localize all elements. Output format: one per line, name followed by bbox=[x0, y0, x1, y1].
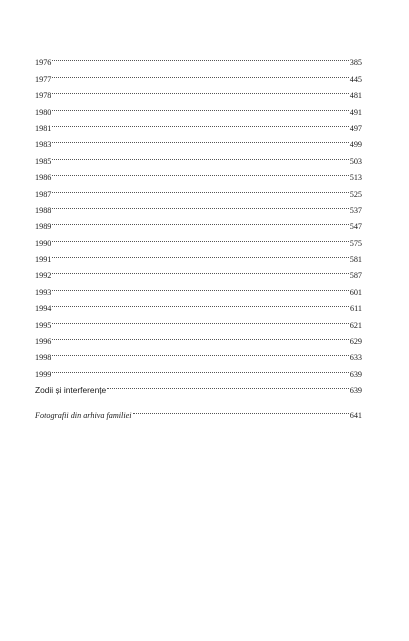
dot-leader bbox=[133, 401, 349, 417]
toc-entry-label: 1993 bbox=[35, 287, 52, 297]
toc-entry-page: 445 bbox=[349, 74, 362, 84]
toc-entry-1989 bbox=[35, 213, 362, 232]
dot-leader bbox=[52, 213, 348, 229]
toc-entry-label: Fotografii din arhiva familiei bbox=[35, 410, 132, 420]
toc-entry-1981 bbox=[35, 115, 362, 131]
toc-entry-1987 bbox=[35, 180, 362, 199]
toc-entry-page: 491 bbox=[349, 107, 362, 117]
toc-entry-page: 581 bbox=[349, 255, 362, 265]
toc-entry-1999 bbox=[35, 360, 362, 379]
toc-entry-1998 bbox=[35, 344, 362, 363]
dot-leader bbox=[52, 295, 349, 311]
toc-entry-1988 bbox=[35, 197, 362, 213]
dot-leader bbox=[52, 229, 348, 245]
dot-leader bbox=[52, 164, 348, 180]
dot-leader bbox=[52, 147, 348, 163]
toc-entry-page: 639 bbox=[349, 386, 362, 396]
dot-leader bbox=[52, 115, 348, 131]
toc-entry-1996 bbox=[35, 328, 362, 347]
toc-entry-page: 497 bbox=[349, 123, 362, 133]
dot-leader bbox=[52, 65, 348, 81]
toc-entry-page: 641 bbox=[349, 410, 362, 420]
toc-entry-1994 bbox=[35, 295, 362, 314]
toc-entry-page: 547 bbox=[349, 222, 362, 232]
toc-entry-page: 537 bbox=[349, 205, 362, 215]
toc-entry-label: 1989 bbox=[35, 222, 52, 232]
toc-entry-page: 621 bbox=[349, 320, 362, 330]
toc-entry-1990 bbox=[35, 229, 362, 248]
dot-leader bbox=[52, 344, 348, 360]
toc-entry-label: Zodii și interferențe bbox=[35, 385, 107, 396]
toc-entry-page: 481 bbox=[349, 91, 362, 101]
toc-entry-label: 1977 bbox=[35, 74, 52, 84]
toc-entry-page: 385 bbox=[349, 58, 362, 68]
toc-entry-label: 1986 bbox=[35, 173, 52, 183]
toc-entry-page: 611 bbox=[350, 304, 362, 314]
dot-leader bbox=[107, 377, 348, 393]
toc-entry-1995 bbox=[35, 311, 362, 330]
toc-entry-1980 bbox=[35, 98, 362, 117]
toc-entry-page: 513 bbox=[349, 173, 362, 183]
toc-entry-page: 639 bbox=[349, 369, 362, 379]
dot-leader bbox=[52, 360, 348, 376]
dot-leader bbox=[52, 49, 348, 65]
toc-entry-1976 bbox=[35, 49, 362, 68]
toc-entry-label: 1983 bbox=[35, 140, 52, 150]
dot-leader bbox=[52, 82, 348, 98]
toc-entry-label: 1996 bbox=[35, 337, 52, 347]
toc-entry-page: 503 bbox=[349, 156, 362, 166]
dot-leader bbox=[52, 311, 348, 327]
dot-leader bbox=[52, 180, 348, 196]
toc-entry-label: 1981 bbox=[35, 123, 52, 133]
toc-entry-1985 bbox=[35, 147, 362, 166]
toc-entry-label: 1998 bbox=[35, 353, 52, 363]
toc-entry-label: 1992 bbox=[35, 271, 52, 281]
toc-entry-1992 bbox=[35, 262, 362, 281]
dot-leader bbox=[52, 131, 348, 147]
dot-leader bbox=[52, 197, 348, 213]
toc-entry-page: 525 bbox=[349, 189, 362, 199]
toc-entry-1983 bbox=[35, 131, 362, 150]
toc-entry-1993 bbox=[35, 278, 362, 297]
toc-entry-page: 499 bbox=[349, 140, 362, 150]
toc-entry-label: 1995 bbox=[35, 320, 52, 330]
toc-entry-label: 1987 bbox=[35, 189, 52, 199]
toc-entry-1978 bbox=[35, 82, 362, 101]
toc-entry-page: 587 bbox=[349, 271, 362, 281]
dot-leader bbox=[52, 262, 348, 278]
toc-entry-1977 bbox=[35, 65, 362, 84]
toc-entry-label: 1990 bbox=[35, 238, 52, 248]
toc-entry-page: 601 bbox=[349, 287, 362, 297]
dot-leader bbox=[52, 328, 348, 344]
toc-entry-label: 1991 bbox=[35, 255, 52, 265]
toc-entry-label: 1980 bbox=[35, 107, 52, 117]
toc-entry-label: 1978 bbox=[35, 91, 52, 101]
toc-entry-page: 629 bbox=[349, 337, 362, 347]
toc-entry-1991 bbox=[35, 246, 362, 265]
dot-leader bbox=[52, 246, 348, 262]
toc-entry-page: 575 bbox=[349, 238, 362, 248]
toc-entry-label: 1988 bbox=[35, 205, 52, 215]
toc-entry-1986 bbox=[35, 164, 362, 183]
table-of-contents bbox=[35, 49, 362, 418]
toc-entry-label: 1994 bbox=[35, 304, 52, 314]
toc-entry-photos bbox=[35, 401, 362, 420]
toc-entry-page: 633 bbox=[349, 353, 362, 363]
toc-entry-zodii bbox=[35, 377, 362, 396]
toc-entry-label: 1999 bbox=[35, 369, 52, 379]
toc-entry-label: 1976 bbox=[35, 58, 52, 68]
dot-leader bbox=[52, 98, 348, 114]
dot-leader bbox=[52, 278, 348, 294]
toc-entry-label: 1985 bbox=[35, 156, 52, 166]
